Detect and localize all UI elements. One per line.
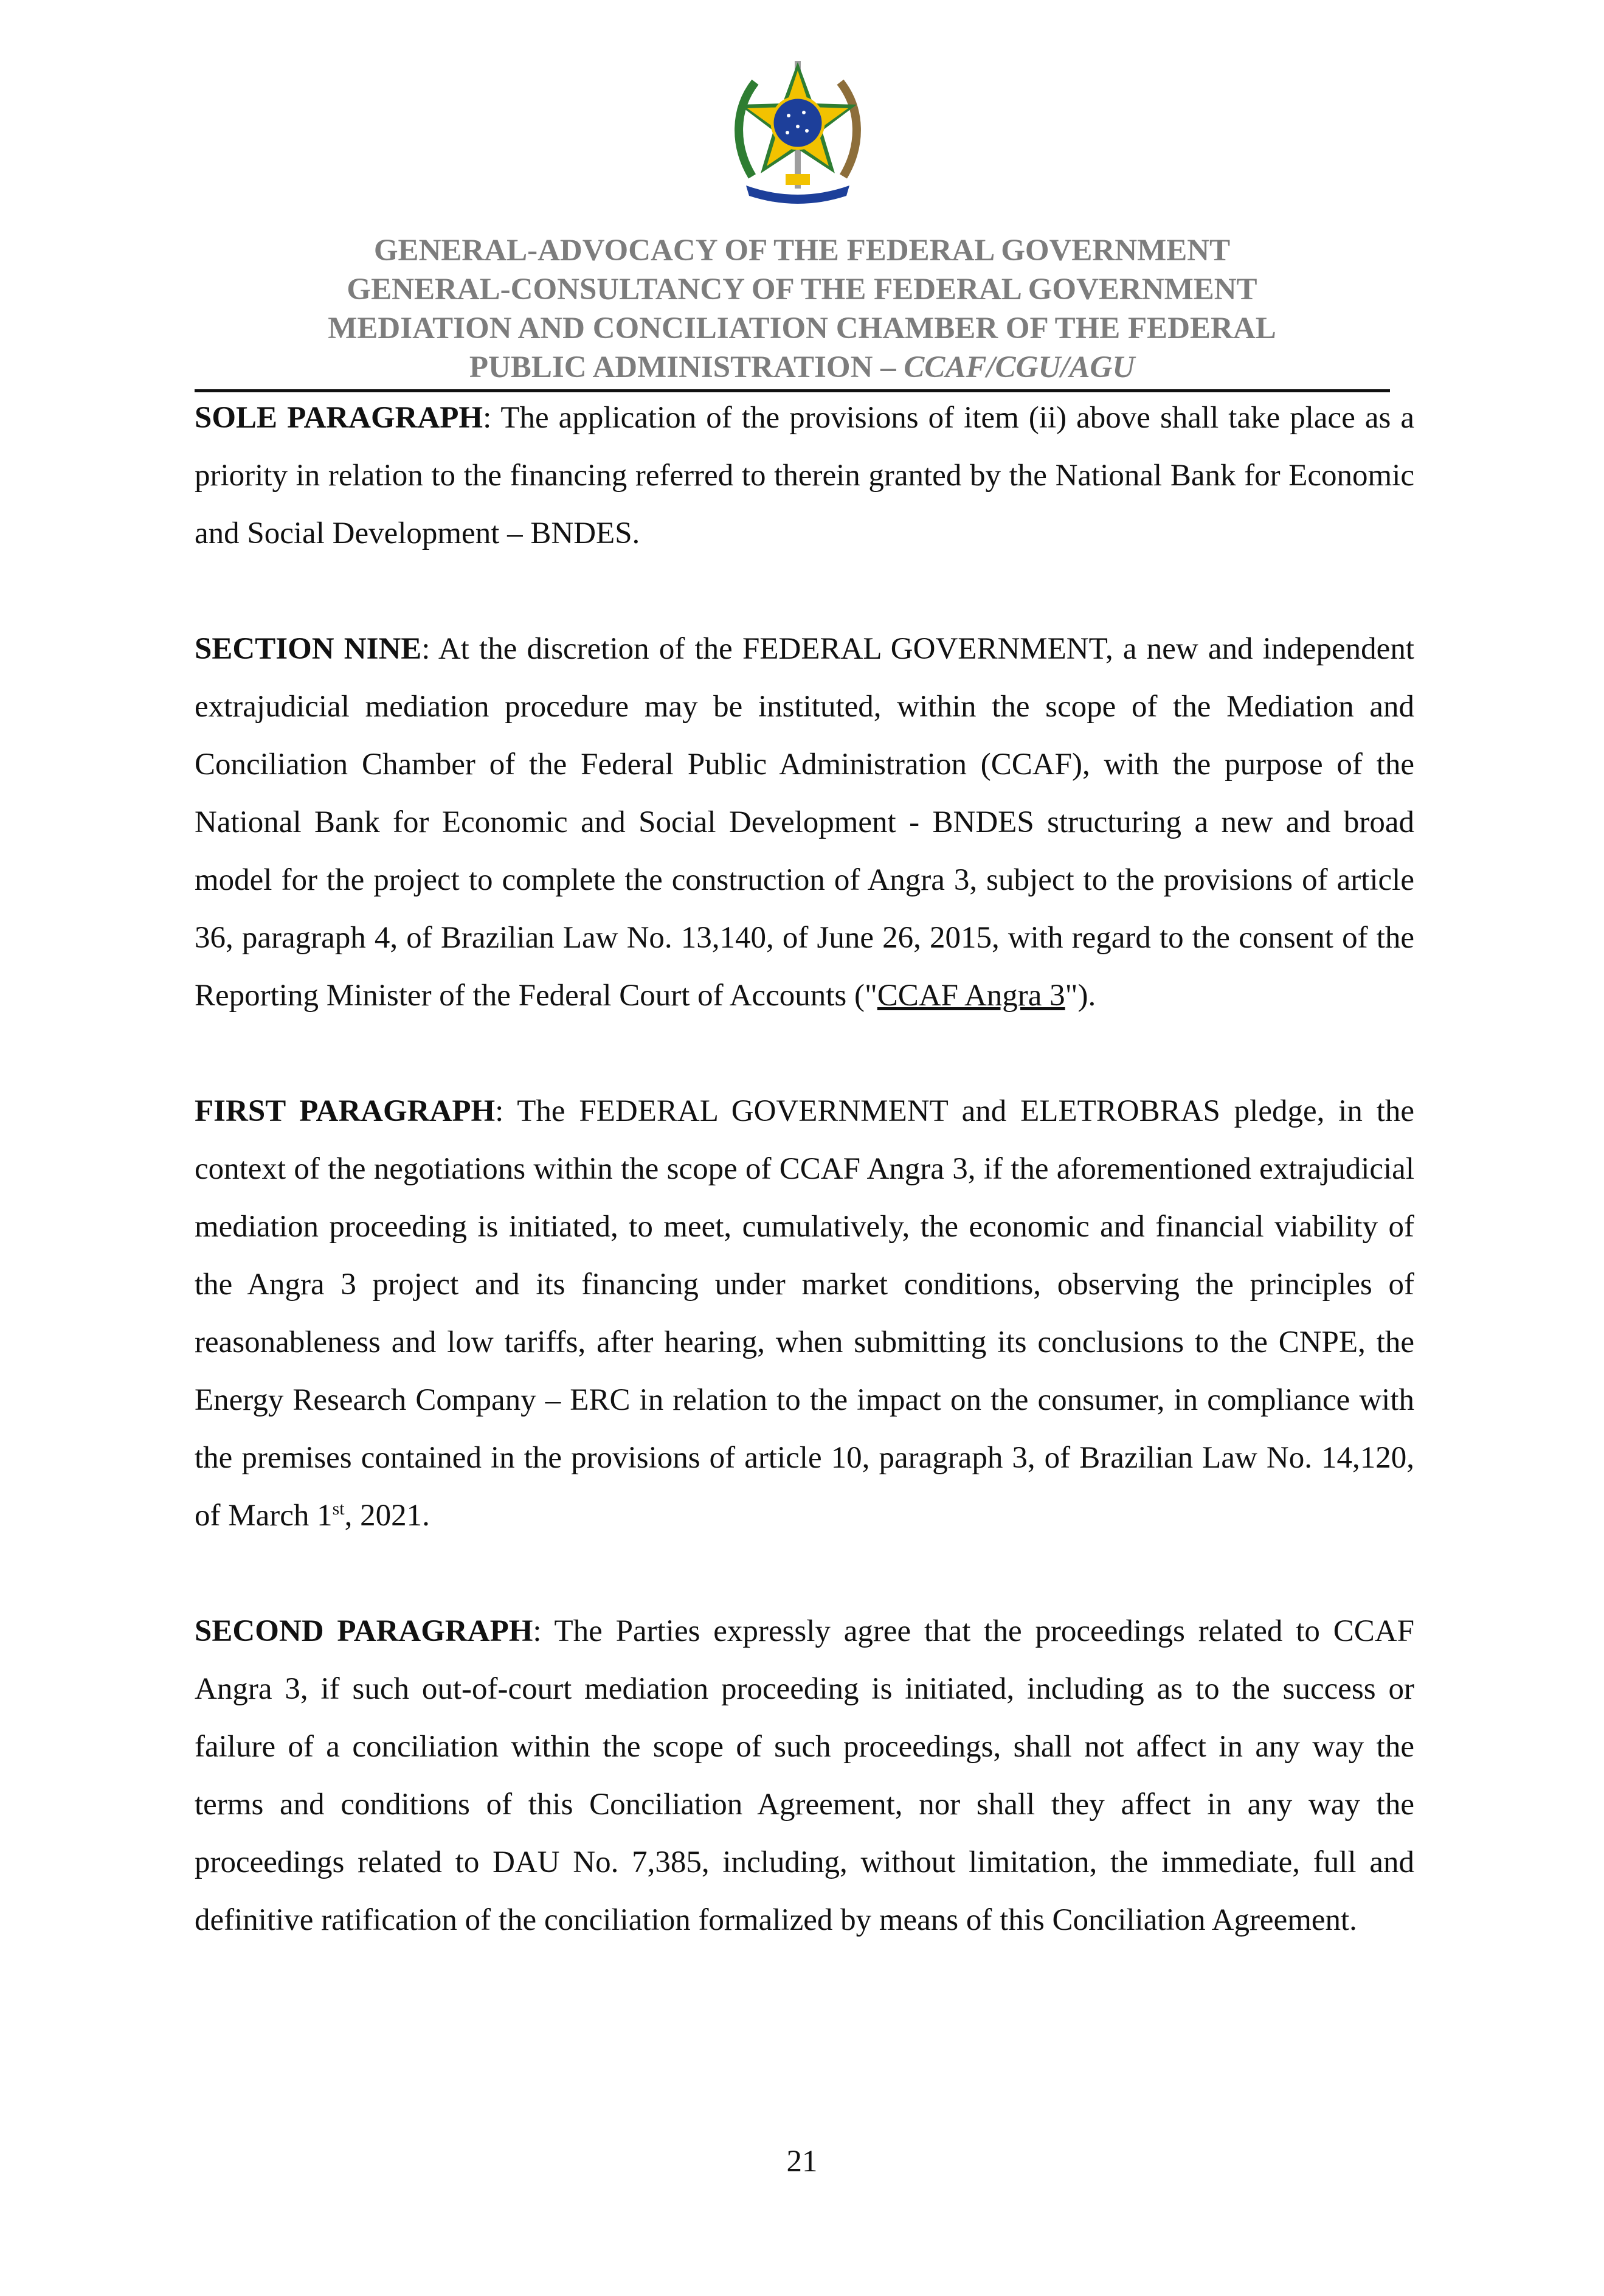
header-line-4-text: PUBLIC ADMINISTRATION –: [469, 350, 904, 384]
sole-paragraph: [195, 389, 1414, 563]
header-line-4-acronym: CCAF/CGU/AGU: [904, 350, 1135, 384]
second-paragraph-text: : The Parties expressly agree that the proceedings related to CCAF Angra 3, if such out-of-court mediation proceeding is initiated, including as to the success or failure of a conciliation within the scope of such proceedings, shall not affect in any way the terms and conditions of this Conciliation Agreement, nor shall they affect in any way the proceedings related to DAU No. 7,385, including, without limitation, the immediate, full and definitive ratification of the conciliation formalized by means of this Conciliation Agreement.: [195, 1614, 1415, 1937]
section-nine: [195, 620, 1414, 1025]
document-header: [195, 231, 1409, 387]
sole-paragraph-heading: SOLE PARAGRAPH: [195, 401, 483, 435]
second-paragraph: [195, 1603, 1414, 1949]
ordinal-superscript: st: [332, 1499, 345, 1519]
first-paragraph-closing: , 2021.: [344, 1499, 430, 1533]
header-line-1: GENERAL-ADVOCACY OF THE FEDERAL GOVERNMENT: [373, 234, 1231, 268]
coat-of-arms-emblem: [728, 55, 868, 207]
document-body: [195, 389, 1414, 1949]
first-paragraph-text: : The FEDERAL GOVERNMENT and ELETROBRAS pledge, in the context of the negotiations within the scope of CCAF Angra 3, if the aforementioned extrajudicial mediation proceeding is initiated, to meet, cumulatively, the economic and financial viability of the Angra 3 project and its financing under market conditions, observing the principles of reasonableness and low tariffs, after hearing, when submitting its conclusions to the CNPE, the Energy Research Company – ERC in relation to the impact on the consumer, in compliance with the premises contained in the provisions of article 10, paragraph 3, of Brazilian Law No. 14,120, of March 1: [195, 1094, 1414, 1533]
header-line-3: MEDIATION AND CONCILIATION CHAMBER OF THE FEDERAL: [328, 311, 1276, 345]
section-nine-text: : At the discretion of the FEDERAL GOVERNMENT, a new and independent extrajudicial mediation procedure may be instituted, within the scope of the Mediation and Conciliation Chamber of the Federal Public Administration (CCAF), with the purpose of the National Bank for Economic and Social Development - BNDES structuring a new and broad model for the project to complete the construction of Angra 3, subject to the provisions of article 36, paragraph 4, of Brazilian Law No. 13,140, of June 26, 2015, with regard to the consent of the Reporting Minister of the Federal Court of Accounts (": [195, 632, 1414, 1013]
header-line-2: GENERAL-CONSULTANCY OF THE FEDERAL GOVERNMENT: [347, 272, 1257, 307]
header-line-4: [195, 348, 1409, 387]
section-nine-heading: SECTION NINE: [195, 632, 422, 666]
second-paragraph-heading: SECOND PARAGRAPH: [195, 1614, 533, 1648]
section-nine-closing: ").: [1065, 979, 1096, 1013]
sole-paragraph-text: : The application of the provisions of item (ii) above shall take place as a priority in relation to the financing referred to therein granted by the National Bank for Economic and Social Development – BNDES.: [195, 401, 1414, 550]
page-number: 21: [786, 2145, 818, 2179]
defined-term-ccaf-angra-3: CCAF Angra 3: [877, 979, 1065, 1013]
first-paragraph-heading: FIRST PARAGRAPH: [195, 1094, 496, 1128]
first-paragraph: [195, 1083, 1414, 1545]
